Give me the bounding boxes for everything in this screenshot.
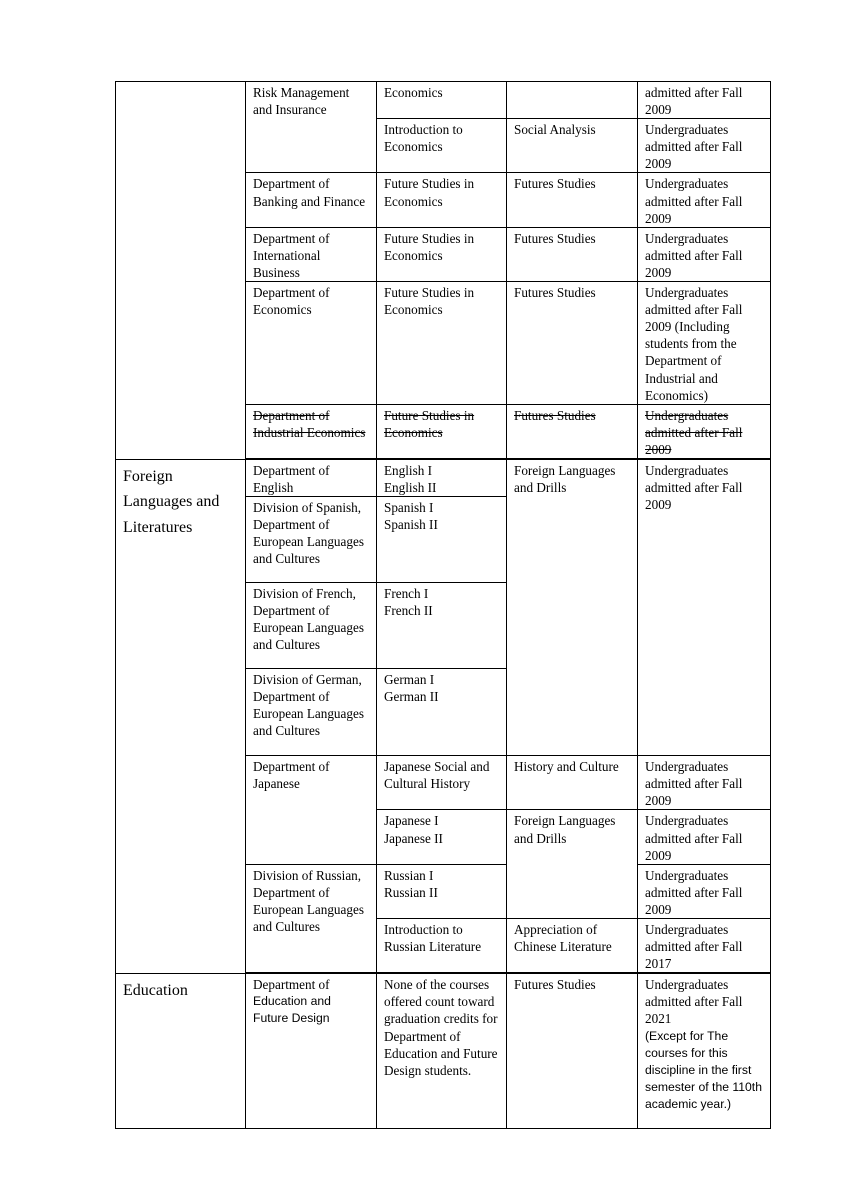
applies-cell: Undergraduates admitted after Fall 2009 xyxy=(638,864,771,918)
course-english xyxy=(377,459,507,496)
course-english-2: English II xyxy=(384,480,437,496)
applies-foreign-languages: Undergraduates admitted after Fall 2009 xyxy=(638,459,771,755)
course-spanish xyxy=(377,497,507,583)
applies-education-a: Undergraduates admitted after Fall 2021 xyxy=(645,977,743,1027)
category-cell-struck: Futures Studies xyxy=(507,404,638,458)
category-cell: Futures Studies xyxy=(507,974,638,1129)
dept-japanese: Department of Japanese xyxy=(246,756,377,865)
course-education-note: None of the courses offered count toward graduation credits for Department of Education and Future Design students. xyxy=(377,974,507,1129)
applies-cell: Undergraduates admitted after Fall 2009 xyxy=(638,173,771,227)
category-cell: Futures Studies xyxy=(507,173,638,227)
applies-cell: Undergraduates admitted after Fall 2009 xyxy=(638,227,771,281)
course-intro-economics: Introduction to Economics xyxy=(377,119,507,173)
applies-cell: Undergraduates admitted after Fall 2009 (Including students from the Department of Industrial and Economics) xyxy=(638,282,771,405)
category-cell: Futures Studies xyxy=(507,282,638,405)
category-foreign-languages-drills-2: Foreign Languages and Drills xyxy=(507,810,638,919)
course-german xyxy=(377,669,507,756)
course-cell: Future Studies in Economics xyxy=(377,173,507,227)
course-japanese xyxy=(377,810,507,864)
course-spanish-1: Spanish I xyxy=(384,500,434,516)
applies-cell-struck: Undergraduates admitted after Fall 2009 xyxy=(638,404,771,458)
applies-education-b: (Except for The courses for this discipline in the first semester of the 110th academic year.) xyxy=(645,1028,762,1111)
course-economics: Economics xyxy=(377,82,507,119)
dept-risk-management: Risk Management and Insurance xyxy=(246,82,377,173)
applies-cell: Undergraduates admitted after Fall 2009 xyxy=(638,756,771,810)
course-french-2: French II xyxy=(384,603,433,619)
category-history-culture: History and Culture xyxy=(507,756,638,810)
dept-education xyxy=(246,974,377,1129)
applies-education xyxy=(638,974,771,1129)
applies-cell: Undergraduates admitted after Fall 2009 xyxy=(638,810,771,864)
category-cell: Social Analysis xyxy=(507,119,638,173)
college-foreign-languages: Foreign Languages and Literatures xyxy=(116,459,246,973)
college-education: Education xyxy=(116,974,246,1129)
dept-economics: Department of Economics xyxy=(246,282,377,405)
course-russian-1: Russian I xyxy=(384,867,434,883)
category-cell: Futures Studies xyxy=(507,227,638,281)
dept-education-b: Education and Future Design xyxy=(253,994,331,1026)
category-chinese-literature: Appreciation of Chinese Literature xyxy=(507,919,638,973)
course-spanish-2: Spanish II xyxy=(384,517,438,533)
dept-english: Department of English xyxy=(246,459,377,496)
dept-russian: Division of Russian, Department of European Languages and Cultures xyxy=(246,864,377,973)
dept-industrial-economics-struck: Department of Industrial Economics xyxy=(246,404,377,458)
category-foreign-languages-drills: Foreign Languages and Drills xyxy=(507,459,638,755)
college-cell-empty xyxy=(116,82,246,460)
course-english-1: English I xyxy=(384,462,432,478)
applies-cell: Undergraduates admitted after Fall 2017 xyxy=(638,919,771,973)
course-russian-literature: Introduction to Russian Literature xyxy=(377,919,507,973)
course-german-2: German II xyxy=(384,689,439,705)
course-cell-struck: Future Studies in Economics xyxy=(377,404,507,458)
course-french xyxy=(377,583,507,669)
dept-german: Division of German, Department of European Languages and Cultures xyxy=(246,669,377,756)
dept-international-business: Department of International Business xyxy=(246,227,377,281)
course-japanese-history: Japanese Social and Cultural History xyxy=(377,756,507,810)
applies-cell: admitted after Fall 2009 xyxy=(638,82,771,119)
dept-education-a: Department of xyxy=(253,977,330,993)
applies-cell: Undergraduates admitted after Fall 2009 xyxy=(638,119,771,173)
dept-spanish: Division of Spanish, Department of European Languages and Cultures xyxy=(246,497,377,583)
dept-banking-finance: Department of Banking and Finance xyxy=(246,173,377,227)
course-russian-2: Russian II xyxy=(384,884,438,900)
category-cell xyxy=(507,82,638,119)
course-german-1: German I xyxy=(384,672,435,688)
course-japanese-1: Japanese I xyxy=(384,813,439,829)
courses-table xyxy=(115,81,771,1129)
course-cell: Future Studies in Economics xyxy=(377,227,507,281)
course-french-1: French I xyxy=(384,586,429,602)
dept-french: Division of French, Department of European Languages and Cultures xyxy=(246,583,377,669)
course-cell: Future Studies in Economics xyxy=(377,282,507,405)
course-japanese-2: Japanese II xyxy=(384,830,443,846)
course-russian xyxy=(377,864,507,918)
